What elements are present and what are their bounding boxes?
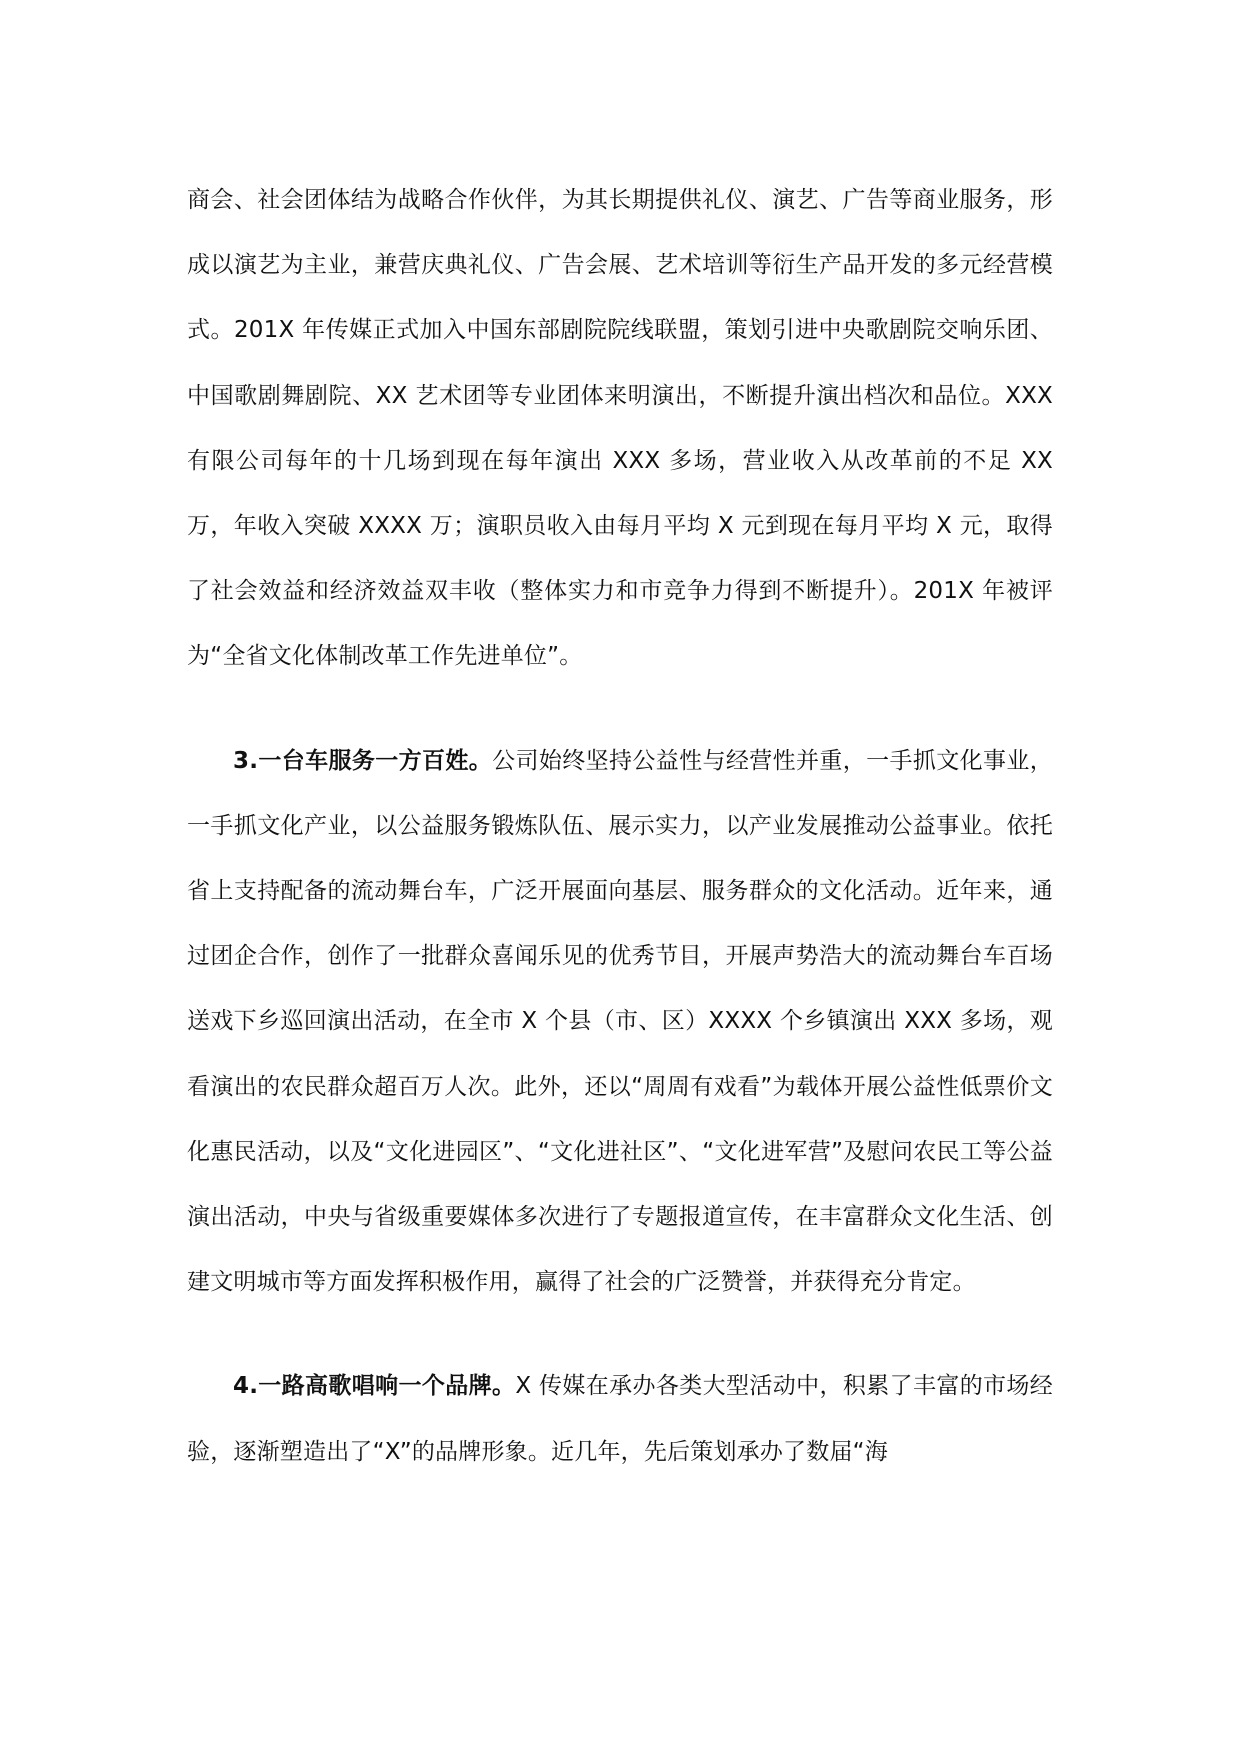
section-3-paragraph [187, 729, 1053, 1316]
section-4-heading: 4.一路高歌唱响一个品牌。 [233, 1373, 516, 1400]
section-4-body: X 传媒在承办各类大型活动中，积累了丰富的市场经验，逐渐塑造出了“X”的品牌形象。近几年，先后策划承办了数届“海 [187, 1373, 1053, 1465]
document-body [187, 168, 1053, 1485]
paragraph-continuation: 商会、社会团体结为战略合作伙伴，为其长期提供礼仪、演艺、广告等商业服务，形成以演艺为主业，兼营庆典礼仪、广告会展、艺术培训等衍生产品开发的多元经营模式。201X 年传媒正式加入中国东部剧院院线联盟，策划引进中央歌剧院交响乐团、中国歌剧舞剧院、XX 艺术团等专业团体来明演出，不断提升演出档次和品位。XXX 有限公司每年的十几场到现在每年演出 XXX 多场，营业收入从改革前的不足 XX 万，年收入突破 XXXX 万；演职员收入由每月平均 X 元到现在每月平均 X 元，取得了社会效益和经济效益双丰收（整体实力和市竞争力得到不断提升）。201X 年被评为“全省文化体制改革工作先进单位”。 [187, 187, 1053, 670]
section-3-body: 公司始终坚持公益性与经营性并重，一手抓文化事业，一手抓文化产业，以公益服务锻炼队伍、展示实力，以产业发展推动公益事业。依托省上支持配备的流动舞台车，广泛开展面向基层、服务群众的文化活动。近年来，通过团企合作，创作了一批群众喜闻乐见的优秀节目，开展声势浩大的流动舞台车百场送戏下乡巡回演出活动，在全市 X 个县（市、区）XXXX 个乡镇演出 XXX 多场，观看演出的农民群众超百万人次。此外，还以“周周有戏看”为载体开展公益性低票价文化惠民活动，以及“文化进园区”、“文化进社区”、“文化进军营”及慰问农民工等公益演出活动，中央与省级重要媒体多次进行了专题报道宣传，在丰富群众文化生活、创建文明城市等方面发挥积极作用，赢得了社会的广泛赞誉，并获得充分肯定。 [187, 747, 1053, 1296]
section-4-paragraph [187, 1354, 1053, 1484]
section-3-heading: 3.一台车服务一方百姓。 [233, 747, 493, 774]
